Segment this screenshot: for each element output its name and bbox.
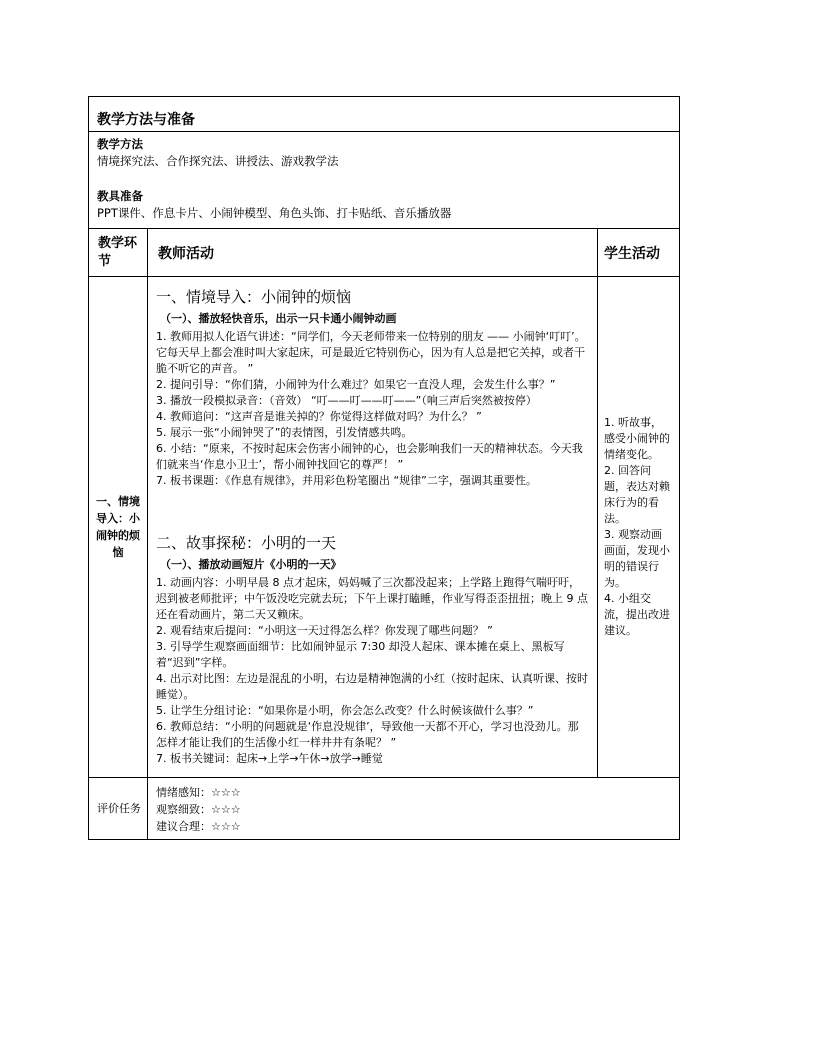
part2-step: 7. 板书关键词：起床→上学→午休→放学→睡觉	[156, 752, 383, 765]
part1-steps	[156, 329, 589, 489]
student-activity-cell	[598, 277, 680, 778]
section-title: 教学方法与准备	[89, 97, 680, 132]
part2-step: 1. 动画内容：小明早晨 8 点才起床，妈妈喊了三次都没起来；上学路上跑得气喘吁吁，迟到被老师批评；中午饭没吃完就去玩；下午上课打瞌睡，作业写得歪歪扭扭；晚上 9 点还在看动画片，第二天又赖床。	[156, 576, 588, 621]
part2-step: 3. 引导学生观察画面细节：比如闹钟显示 7:30 却没人起床、课本摊在桌上、黑板写着“迟到”字样。	[156, 640, 565, 669]
part1-step: 1. 教师用拟人化语气讲述：“同学们，今天老师带来一位特别的朋友 —— 小闹钟‘叮叮’。它每天早上都会准时叫大家起床，可是最近它特别伤心，因为有人总是把它关掉，或者干脆不听它的声音。 ”	[156, 330, 586, 375]
part1-step: 3. 播放一段模拟录音：（音效） “叮——叮——叮——”（响三声后突然被按停）	[156, 394, 537, 407]
part1-step: 7. 板书课题：《作息有规律》，并用彩色粉笔圈出 “规律”二字，强调其重要性。	[156, 474, 537, 487]
teaching-tools-text: PPT课件、作息卡片、小闹钟模型、角色头饰、打卡贴纸、音乐播放器	[97, 206, 452, 220]
part1-subheading: （一）、播放轻快音乐，出示一只卡通小闹钟动画	[160, 312, 397, 325]
student-step: 3. 观察动画画面，发现小明的错误行为。	[604, 528, 670, 589]
teaching-methods-label: 教学方法	[97, 137, 143, 151]
teacher-activity-cell	[148, 277, 598, 778]
teaching-methods-text: 情境探究法、合作探究法、讲授法、游戏教学法	[97, 154, 339, 168]
student-step: 1. 听故事，感受小闹钟的情绪变化。	[604, 416, 670, 461]
part1-step: 6. 小结：“原来，不按时起床会伤害小闹钟的心，也会影响我们一天的精神状态。今天我们就来当‘作息小卫士’，帮小闹钟找回它的尊严！ ”	[156, 442, 583, 471]
evaluation-item: 建议合理：☆☆☆	[156, 820, 241, 833]
header-student-activity: 学生活动	[598, 229, 680, 277]
methods-and-preparation	[89, 132, 680, 229]
part2-step: 2. 观看结束后提问：“小明这一天过得怎么样？你发现了哪些问题？ ”	[156, 624, 493, 637]
teaching-tools-label: 教具准备	[97, 189, 143, 203]
part2-step: 4. 出示对比图：左边是混乱的小明，右边是精神饱满的小红（按时起床、认真听课、按时睡觉）。	[156, 672, 588, 701]
part2-heading: 二、故事探秘：小明的一天	[156, 534, 337, 552]
header-stage: 教学环节	[89, 229, 148, 277]
part2-subheading: （一）、播放动画短片《小明的一天》	[160, 558, 342, 571]
header-teacher-activity: 教师活动	[148, 229, 598, 277]
part2-step: 6. 教师总结：“小明的问题就是‘作息没规律’，导致他一天都不开心，学习也没劲儿。那怎样才能让我们的生活像小红一样井井有条呢？ ”	[156, 720, 579, 749]
evaluation-item: 情绪感知：☆☆☆	[156, 786, 241, 799]
stage-cell: 一、情境导入：小闹钟的烦恼	[89, 277, 148, 778]
part1-step: 2. 提问引导：“你们猜，小闹钟为什么难过？如果它一直没人理，会发生什么事？”	[156, 378, 556, 391]
part2-steps	[156, 575, 589, 767]
evaluation-items	[148, 778, 680, 840]
part1-heading: 一、情境导入：小闹钟的烦恼	[156, 288, 352, 306]
student-step: 2. 回答问题，表达对赖床行为的看法。	[604, 464, 670, 525]
part1-step: 4. 教师追问：“这声音是谁关掉的？你觉得这样做对吗？为什么？ ”	[156, 410, 482, 423]
part2-step: 5. 让学生分组讨论：“如果你是小明，你会怎么改变？什么时候该做什么事？”	[156, 704, 534, 717]
part1-step: 5. 展示一张“小闹钟哭了”的表情图，引发情感共鸣。	[156, 426, 413, 439]
evaluation-label: 评价任务	[89, 778, 148, 840]
student-step: 4. 小组交流，提出改进建议。	[604, 592, 670, 637]
evaluation-item: 观察细致：☆☆☆	[156, 803, 241, 816]
lesson-plan-table	[88, 96, 680, 840]
